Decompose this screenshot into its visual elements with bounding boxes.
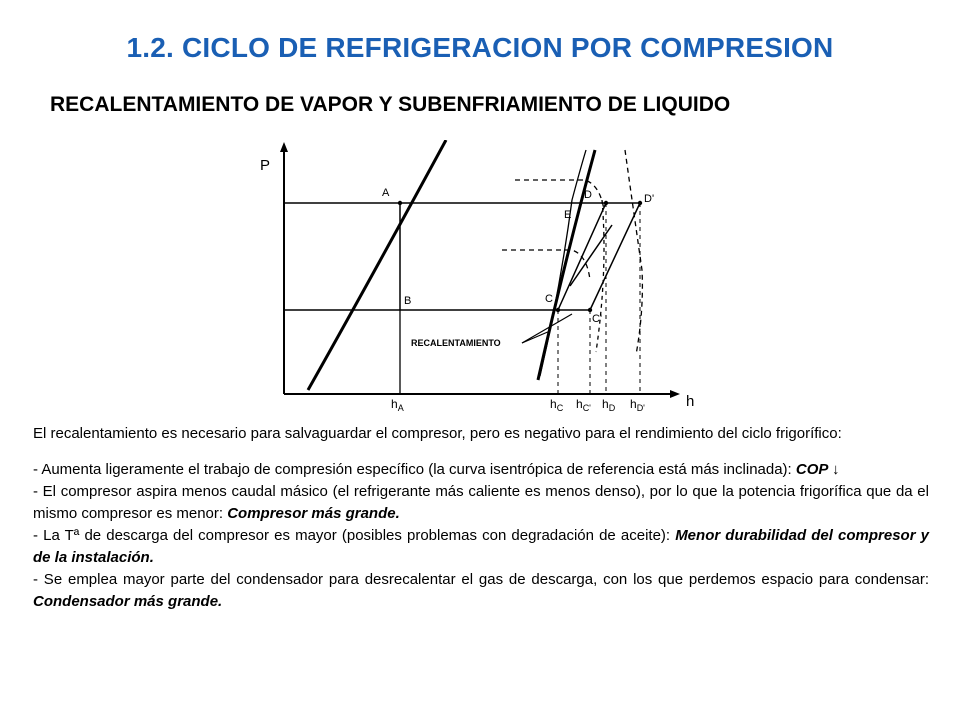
recalentamiento-annotation: RECALENTAMIENTO: [411, 338, 501, 348]
slide-subtitle: RECALENTAMIENTO DE VAPOR Y SUBENFRIAMIENTO DE LIQUIDO: [50, 93, 731, 116]
point-label-Cp: C': [592, 313, 603, 325]
bullet-discharge-temp: [33, 525, 929, 569]
ph-diagram: [240, 140, 700, 415]
compression-line-CpDp: [590, 203, 640, 310]
bullet-4-emphasis: Condensador más grande.: [33, 593, 223, 610]
point-label-D: D: [584, 189, 592, 201]
bullet-compression-work: [33, 459, 929, 481]
x-axis-label: h: [686, 393, 695, 410]
bullet-1-text: - Aumenta ligeramente el trabajo de compresión específico (la curva isentrópica de referencia está más inclinada):: [33, 461, 796, 478]
bullet-condenser: [33, 569, 929, 613]
point-label-C: C: [545, 293, 553, 305]
point-marker-Dp: [638, 201, 642, 205]
tick-hA: $h_A$: [391, 397, 404, 413]
x-axis-arrow: [670, 390, 680, 398]
slide-title: 1.2. CICLO DE REFRIGERACION POR COMPRESION: [126, 32, 834, 63]
tick-hDp: $h_{D'}$: [630, 397, 645, 413]
point-label-E: E: [564, 209, 572, 221]
y-axis-label: P: [260, 157, 271, 174]
y-axis-arrow: [280, 142, 288, 152]
intro-paragraph: El recalentamiento es necesario para salvaguardar el compresor, pero es negativo para el rendimiento del ciclo frigorífico:: [33, 425, 842, 442]
bullet-2-emphasis: Compresor más grande.: [227, 505, 400, 522]
tick-hC: $h_C$: [550, 397, 564, 413]
point-marker-A: [398, 201, 402, 205]
point-label-B: B: [404, 295, 412, 307]
bullet-4-text: - Se emplea mayor parte del condensador para desrecalentar el gas de descarga, con los que perdemos espacio para condensar:: [33, 571, 929, 588]
tick-hD: $h_D$: [602, 397, 616, 413]
saturated-liquid-curve: [308, 140, 446, 390]
bullet-1-emphasis: COP ↓: [795, 461, 840, 478]
explanation-text: [33, 423, 929, 613]
point-marker-D: [604, 201, 608, 205]
point-marker-C: [556, 308, 560, 312]
point-label-A: A: [382, 187, 390, 199]
bullet-2-text: - El compresor aspira menos caudal másico (el refrigerante más caliente es menos denso), por lo que la potencia frigorífica que da el mismo compresor es menor:: [33, 483, 929, 522]
point-label-Dp: D': [644, 193, 655, 205]
bullet-3-emphasis: Menor durabilidad del compresor y de la instalación.: [33, 527, 929, 566]
bullet-mass-flow: [33, 481, 929, 525]
point-marker-Cp: [588, 308, 592, 312]
bullet-3-text: - La Tª de descarga del compresor es mayor (posibles problemas con degradación de aceite):: [33, 527, 676, 544]
tick-hCp: $h_{C'}$: [576, 397, 591, 413]
